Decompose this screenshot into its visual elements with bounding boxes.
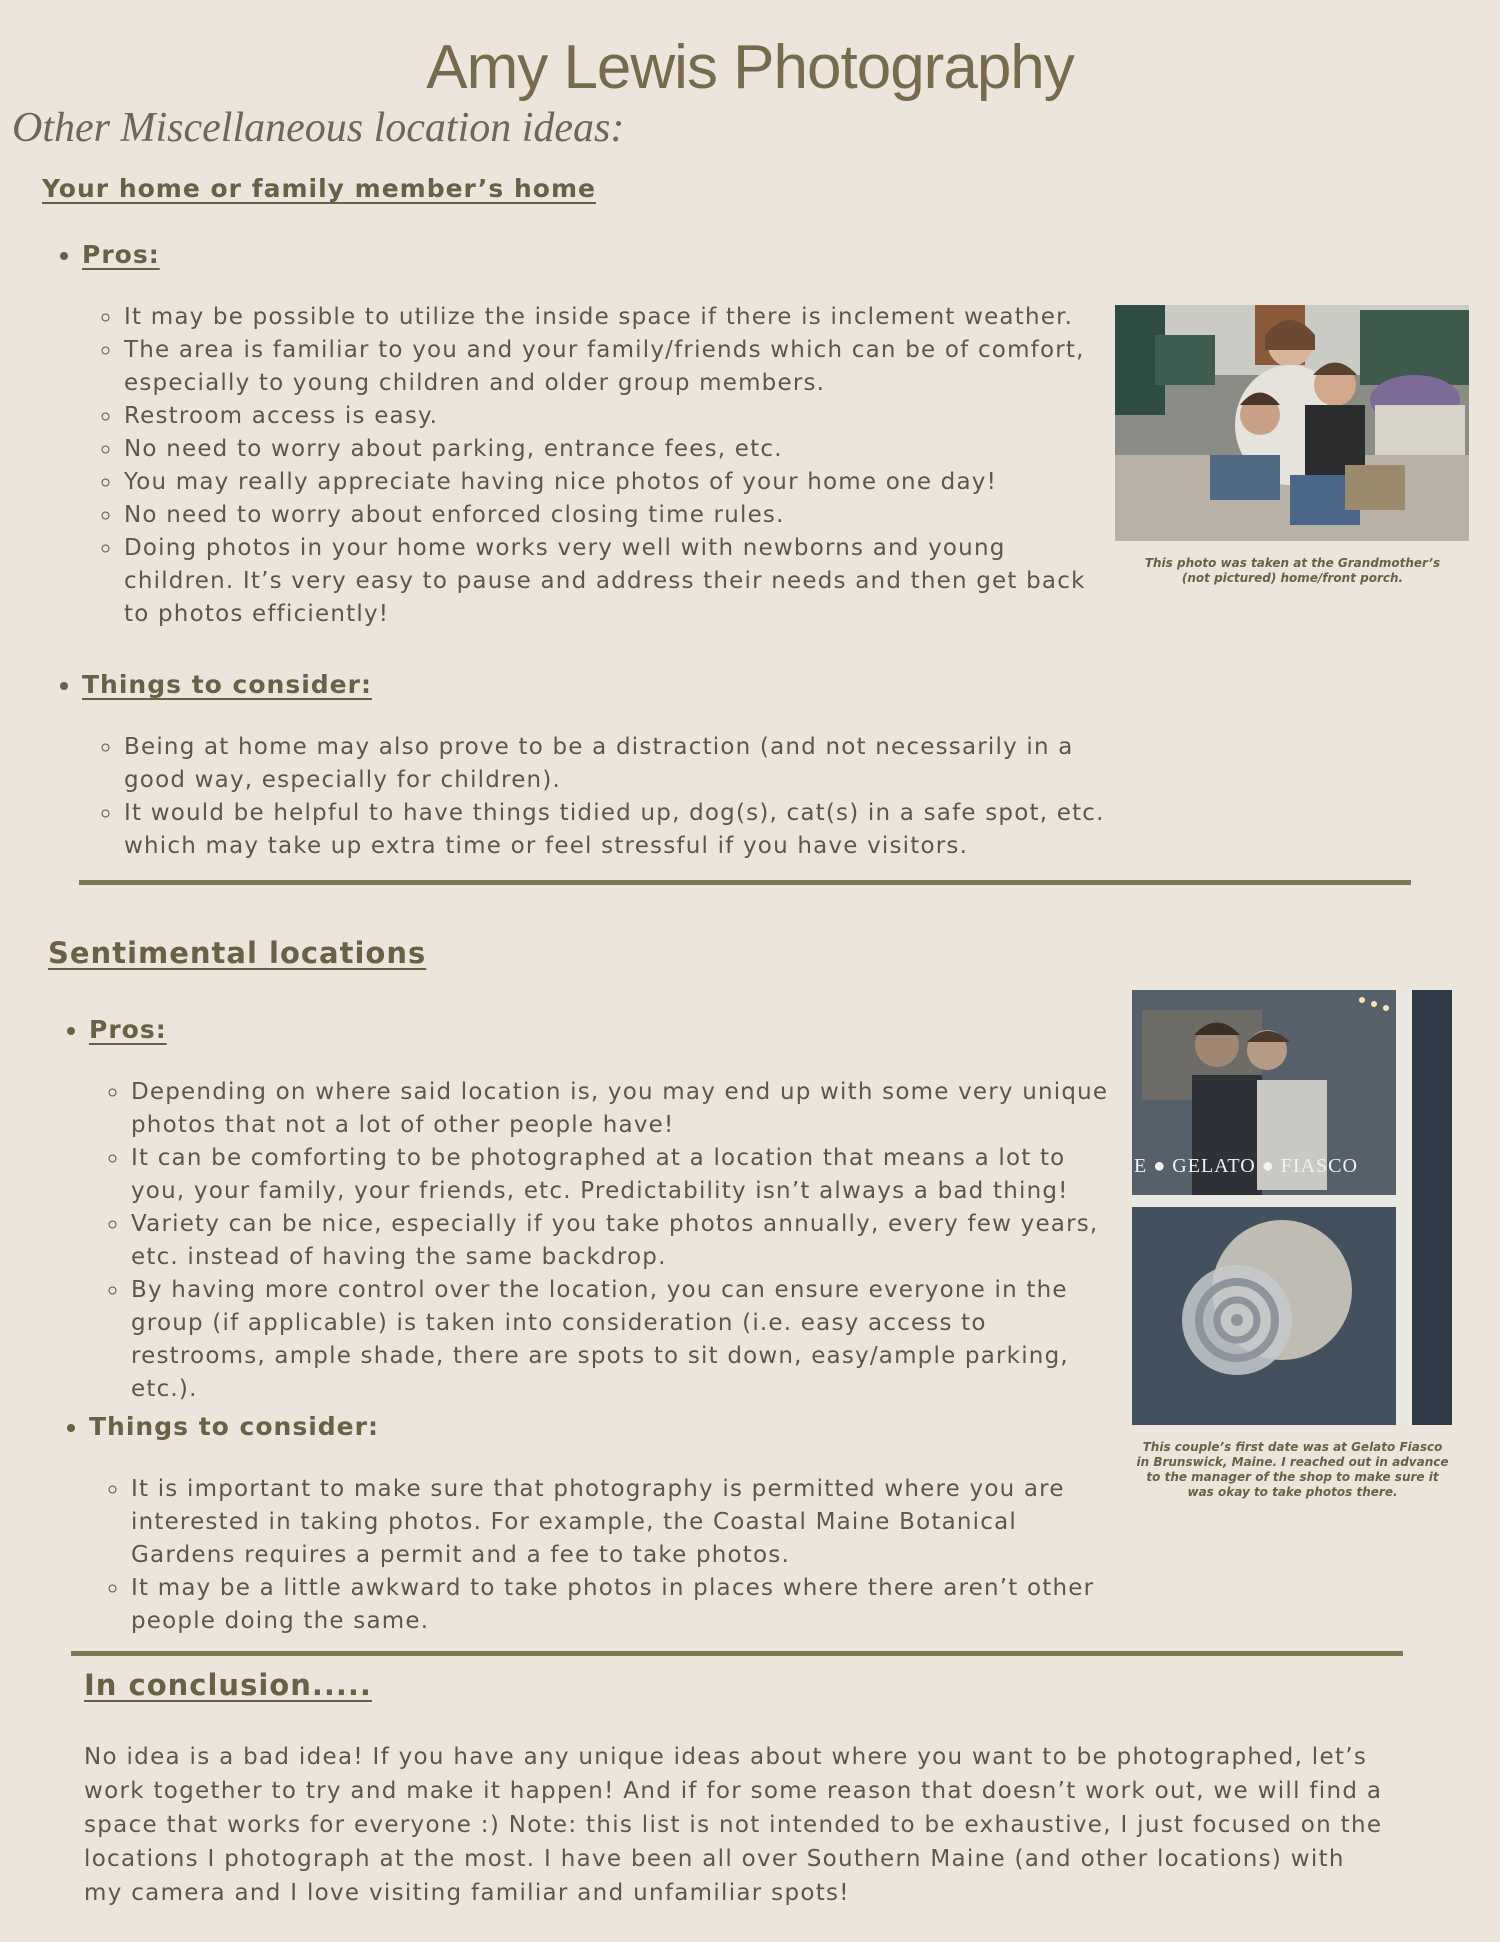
list-item: ◦ It would be helpful to have things tidied up, dog(s), cat(s) in a safe spot, etc. which may take up extra time or feel stressful if you have visitors. <box>122 797 1110 863</box>
home-pros-block <box>50 240 1110 631</box>
sentimental-consider-label: Things to consider: <box>89 1412 379 1441</box>
gelato-photo-caption: This couple’s first date was at Gelato Fiasco in Brunswick, Maine. I reached out in advance to the manager of the shop to make sure it was okay to take photos there. <box>1136 1440 1449 1499</box>
list-item: ◦ You may really appreciate having nice photos of your home one day! <box>122 466 1110 499</box>
home-consider-block <box>50 670 1110 863</box>
list-item: ◦ Doing photos in your home works very well with newborns and young children. It’s very easy to pause and address their needs and then get back to photos efficiently! <box>122 532 1110 631</box>
list-item: ◦ Depending on where said location is, you may end up with some very unique photos that not a lot of other people have! <box>129 1076 1122 1142</box>
sentimental-consider-block <box>57 1412 1122 1638</box>
conclusion-text: No idea is a bad idea! If you have any unique ideas about where you want to be photographed, let’s work together to try and make it happen! And if for some reason that doesn’t work out, we will find a space that works for everyone :) Note: this list is not intended to be exhaustive, I just focused on the locations I photograph at the most. I have been all over Southern Maine (and other locations) with my camera and I love visiting familiar and unfamiliar spots! <box>84 1744 1383 1906</box>
sentimental-pros-block <box>57 1015 1122 1406</box>
page-title: Amy Lewis Photography <box>426 33 1074 102</box>
conclusion-heading: In conclusion..... <box>84 1668 372 1702</box>
section-divider <box>79 880 1411 885</box>
home-pros-label: Pros: <box>82 240 160 269</box>
home-consider-label: Things to consider: <box>82 670 372 699</box>
family-porch-photo <box>1115 305 1469 541</box>
window-sign-text: E ● GELATO ● FIASCO <box>1134 1155 1358 1177</box>
list-item: ◦ Variety can be nice, especially if you take photos annually, every few years, etc. instead of having the same backdrop. <box>129 1208 1122 1274</box>
list-item: ◦ Being at home may also prove to be a distraction (and not necessarily in a good way, especially for children). <box>122 731 1110 797</box>
list-item: ◦ Restroom access is easy. <box>122 400 1110 433</box>
list-item: ◦ It may be possible to utilize the inside space if there is inclement weather. <box>122 301 1110 334</box>
list-item: ◦ It is important to make sure that photography is permitted where you are interested in taking photos. For example, the Coastal Maine Botanical Gardens requires a permit and a fee to take photos. <box>129 1473 1122 1572</box>
list-item: ◦ It may be a little awkward to take photos in places where there aren’t other people doing the same. <box>129 1572 1122 1638</box>
list-item: ◦ By having more control over the location, you can ensure everyone in the group (if applicable) is taken into consideration (i.e. easy access to restrooms, ample shade, there are spots to sit down, easy/ample parking, etc.). <box>129 1274 1122 1406</box>
home-section-heading: Your home or family member’s home <box>42 174 596 203</box>
section-divider <box>71 1651 1403 1656</box>
page-subtitle: Other Miscellaneous location ideas: <box>12 105 625 151</box>
sentimental-section-heading: Sentimental locations <box>48 936 427 970</box>
list-item: ◦ It can be comforting to be photographed at a location that means a lot to you, your family, your friends, etc. Predictability isn’t always a bad thing! <box>129 1142 1122 1208</box>
family-photo-caption: This photo was taken at the Grandmother’s (not pictured) home/front porch. <box>1144 556 1441 585</box>
list-item: ◦ The area is familiar to you and your family/friends which can be of comfort, especially to young children and older group members. <box>122 334 1110 400</box>
gelato-shop-photo <box>1132 990 1452 1425</box>
sentimental-pros-label: Pros: <box>89 1015 167 1044</box>
list-item: ◦ No need to worry about parking, entrance fees, etc. <box>122 433 1110 466</box>
list-item: ◦ No need to worry about enforced closing time rules. <box>122 499 1110 532</box>
